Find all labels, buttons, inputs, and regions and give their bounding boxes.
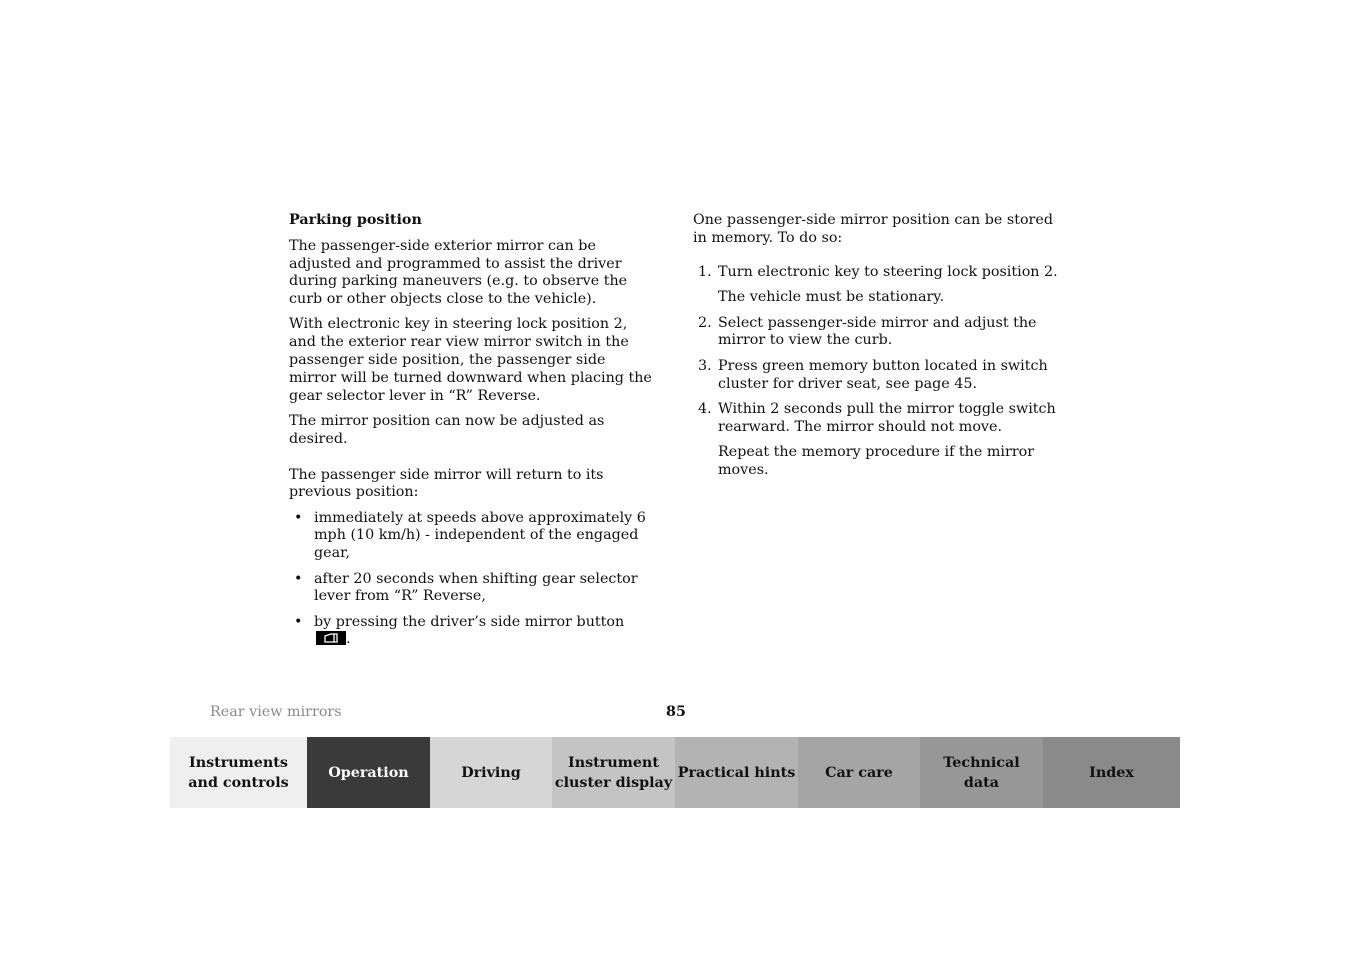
step-item [693,315,1065,351]
step-number: 2. [698,314,712,331]
tab-operation[interactable] [307,737,430,808]
tab-label-line2: and controls [188,774,289,791]
tab-instrument-cluster-display[interactable] [552,737,675,808]
step-item [693,358,1065,394]
list-item [289,614,657,650]
step-text: Within 2 seconds pull the mirror toggle switch rearward. The mirror should not move. [718,400,1056,435]
bullet-symbol: • [294,509,303,526]
paragraph-steering-lock: With electronic key in steering lock position 2, and the exterior rear view mirror switch in the passenger side position, the passenger side mirror will be turned downward when placing the gear selector lever in “R” Reverse. [289,316,652,404]
tab-label-line1: Instruments [189,754,288,771]
tab-index[interactable] [1043,737,1180,808]
paragraph-adjust: The mirror position can now be adjusted as desired. [289,412,605,447]
bullet-symbol: • [294,570,303,587]
list-item-text: immediately at speeds above approximately 6 mph (10 km/h) - independent of the engaged gear, [314,509,646,562]
list-item-end: . [346,631,351,648]
chapter-nav [170,737,1180,808]
step-number: 1. [698,263,712,280]
tab-label-line1: Car care [825,764,893,781]
step-number: 3. [698,357,712,374]
tab-label-line1: Practical hints [677,764,796,781]
section-heading: Parking position [289,212,422,228]
tab-instruments-and-controls[interactable] [170,737,307,808]
tab-driving[interactable] [430,737,552,808]
tab-label-line1: Instrument [568,754,659,771]
list-item-text: by pressing the driver’s side mirror button [314,613,625,630]
tab-technical-data[interactable] [920,737,1043,808]
paragraph-intro: The passenger-side exterior mirror can be adjusted and programmed to assist the driver during parking maneuvers (e.g. to observe the curb or other objects close to the vehicle). [289,237,628,308]
step-note: The vehicle must be stationary. [718,289,945,306]
step-text: Press green memory button located in switch cluster for driver seat, see page 45. [718,357,1048,392]
tab-label-line1: Operation [328,764,409,781]
tab-label-line1: Index [1089,764,1134,781]
step-item [693,401,1065,480]
tab-label-line2: data [963,774,1000,791]
memory-steps-list [693,264,1065,480]
step-text: Turn electronic key to steering lock position 2. [718,263,1058,280]
list-item [289,510,657,563]
right-column [693,212,1065,488]
left-column [289,212,657,657]
memory-intro: One passenger-side mirror position can be stored in memory. To do so: [693,212,1054,246]
page-number: 85 [666,704,686,720]
driver-side-mirror-icon [316,631,346,645]
step-note: Repeat the memory procedure if the mirror moves. [718,444,1035,479]
step-number: 4. [698,400,712,417]
tab-label-line1: Driving [461,764,521,781]
step-item [693,264,1065,308]
list-item-text: after 20 seconds when shifting gear selector lever from “R” Reverse, [314,570,638,605]
return-conditions-list [289,510,657,650]
paragraph-return: The passenger side mirror will return to its previous position: [289,466,604,501]
tab-label-line2: cluster display [554,774,673,791]
tab-label-line1: Technical [943,754,1020,771]
step-text: Select passenger-side mirror and adjust the mirror to view the curb. [718,314,1037,349]
section-footer-title: Rear view mirrors [210,704,342,720]
tab-car-care[interactable] [798,737,920,808]
tab-practical-hints[interactable] [675,737,798,808]
bullet-symbol: • [294,613,303,630]
list-item [289,571,657,607]
